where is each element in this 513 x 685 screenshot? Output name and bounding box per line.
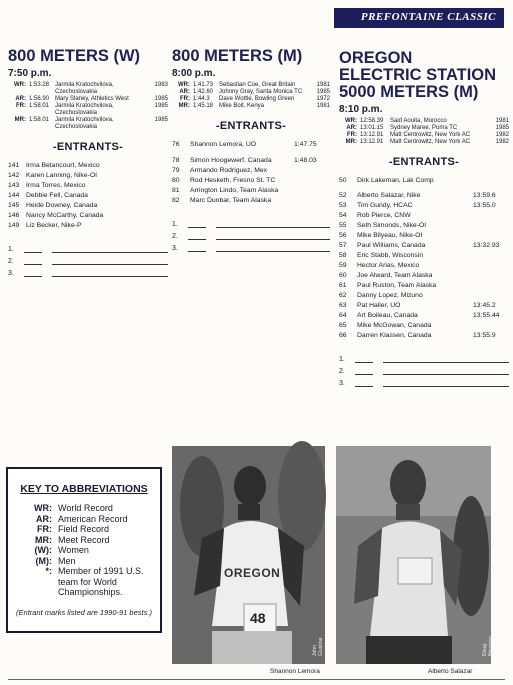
record-year: 1985 [154,117,168,123]
entrant-name: Rob Pierce, CNW [357,212,411,219]
abbreviation-item [8,545,160,556]
bib-number: 50 [339,177,347,184]
record-time: 1:56.90 [29,96,50,102]
record-row [339,118,509,125]
blank-short [24,264,42,265]
entrant-mark [473,176,509,186]
record-time: 1:41.73 [193,82,214,88]
results-blanks [172,216,330,252]
record-label: MR: [345,139,357,145]
list-item [172,176,330,186]
record-time: 1:58.01 [29,103,50,109]
blank-long [216,227,330,228]
entrant-name: Liz Becker, Nike-P [26,222,82,229]
banner-title: PREFONTAINE CLASSIC [360,11,496,23]
record-holder: Johnny Gray, Santa Monica TC [219,89,303,95]
record-holder: Mary Slaney, Athletics West [55,96,129,102]
list-item [172,186,330,196]
bib-number: 54 [339,212,347,219]
bib-number: 59 [339,262,347,269]
entrant-name: Karen Lanning, Nike-OI [26,172,98,179]
blank-short [188,227,206,228]
list-item [339,251,509,261]
record-label: AR: [179,89,190,95]
blank-long [383,386,509,387]
event-time: 8:10 p.m. [339,104,383,115]
bib-number: 80 [172,177,180,184]
bib-number: 142 [8,172,20,179]
entrant-mark [294,196,330,206]
bib-number: 55 [339,222,347,229]
blank-short [355,362,373,363]
entrant-mark [473,291,509,301]
bib-number: 78 [172,157,180,164]
abbreviation: (M): [35,555,52,566]
entrants-heading: -ENTRANTS- [215,120,287,132]
blank-short [355,374,373,375]
record-row [339,139,509,146]
event-column-5000m [339,50,509,387]
list-item [339,261,509,271]
key-title: KEY TO ABBREVIATIONS [20,483,148,495]
entrant-name: Armando Rodriguez, Mex [190,167,268,174]
entrants-list [8,161,168,231]
entrant-name: Paul Williams, Canada [357,242,426,249]
abbreviation-meaning: Member of 1991 U.S. team for World Championships. [58,566,144,597]
list-item [339,201,509,211]
bib-number: 65 [339,322,347,329]
record-label: AR: [346,125,357,131]
abbreviation: WR: [34,503,52,513]
results-blanks [8,241,168,277]
event-time: 7:50 p.m. [8,68,52,79]
abbreviations-key [6,467,162,633]
blank-long [52,276,168,277]
entrant-name: Dirk Lakeman, Lak Comp [357,177,434,184]
record-holder: Matt Centrowitz, New York AC [390,132,471,138]
result-line [172,228,330,240]
entrant-name: Pat Haller, UO [357,302,401,309]
entrant-name: Danny Lopez, Mizuno [357,292,423,299]
abbreviation-meaning: Women [58,545,89,555]
record-label: MR: [14,117,26,123]
result-line [339,351,509,363]
bib-number: 64 [339,312,347,319]
abbreviation-meaning: Meet Record [58,534,110,545]
bib-number: 79 [172,167,180,174]
runner-photo-illustration [336,446,491,664]
bib-number: 149 [8,222,20,229]
record-time: 1:53.28 [29,82,50,88]
record-label: AR: [15,96,26,102]
entrant-name: Eric Stabb, Wisconsin [357,252,424,259]
entrant-mark [473,231,509,241]
list-item [339,191,509,201]
photo-caption: Alberto Salazar [428,668,473,675]
entrants-list [339,176,509,341]
key-note: (Entrant marks listed are 1990-91 bests.) [16,607,152,617]
entrant-name: Art Boileau, Canada [357,312,418,319]
place-number: 2. [172,233,178,240]
entrant-name: Irma Betancourt, Mexico [26,162,100,169]
record-holder: Sydney Maree, Puma TC [390,125,458,131]
entrant-name: Tim Gundy, HCAC [357,202,413,209]
record-label: WR: [345,118,357,124]
entrant-name: Debbie Fell, Canada [26,192,88,199]
record-label: FR: [347,132,357,138]
record-time: 1:58.01 [29,117,50,123]
entrant-name: Alberto Salazar, Nike [357,192,421,199]
bib-number: 145 [8,202,20,209]
event-title-line-3: 5000 METERS (M) [339,83,479,101]
photo-credit: Doug Newman [482,636,494,656]
entrant-mark [473,221,509,231]
entrant-name: Marc Dunbar, Team Alaska [190,197,272,204]
entrant-name: Simon Hoogewerf, Canada [190,157,272,164]
record-time: 13:12.91 [360,132,384,138]
results-blanks [339,351,509,387]
list-item [8,201,168,211]
entrant-name: Rod Hesketh, Fresno St. TC [190,177,276,184]
place-number: 1. [172,221,178,228]
entrant-name: Arrington Lindo, Team Alaska [190,187,279,194]
bib-number: 146 [8,212,20,219]
record-year: 1981 [316,82,330,88]
entrant-mark [473,271,509,281]
entrant-mark: 13:55.0 [473,202,496,209]
place-number: 3. [172,245,178,252]
bib-number: 63 [339,302,347,309]
entrant-mark: 13:59.6 [473,192,496,199]
record-time: 1:45.18 [193,103,214,109]
photo-alberto-salazar [336,446,494,664]
blank-short [188,251,206,252]
blank-short [188,239,206,240]
list-item [339,281,509,291]
bib-number: 141 [8,162,20,169]
record-holder: Jarmila Kratochvilova, Czechoslovakia [55,103,114,116]
event-column-800m [172,48,330,252]
list-item [8,181,168,191]
event-title-line-2: ELECTRIC STATION [339,66,497,84]
abbreviation-item [8,524,160,535]
bib-number: 61 [339,282,347,289]
record-row [8,82,168,96]
bottom-divider [8,679,505,680]
blank-long [383,362,509,363]
bib-number: 81 [172,187,180,194]
entrant-mark [473,321,509,331]
entrant-name: Irma Torres, Mexico [26,182,86,189]
result-line [172,216,330,228]
abbreviation: AR: [36,513,52,524]
record-time: 13:01.15 [360,125,384,131]
entrant-name: Heide Downey, Canada [26,202,98,209]
entrant-mark: 1:48.03 [294,157,317,164]
bib-number: 58 [339,252,347,259]
entrant-mark [473,251,509,261]
entrant-name: Seth Simonds, Nike-OI [357,222,427,229]
list-item [339,231,509,241]
list-item [339,241,509,251]
abbreviation-meaning: American Record [58,513,128,524]
list-item [8,191,168,201]
record-holder: Jarmila Kratochvilova, Czechoslovakia [55,117,114,130]
entrants-list [172,140,330,206]
runner-photo-illustration [172,446,325,664]
record-year: 1985 [154,103,168,109]
list-item [339,291,509,301]
bib-number: 57 [339,242,347,249]
abbreviation: FR: [37,524,52,534]
list-item [8,211,168,221]
event-title: 800 METERS (M) [172,47,303,65]
list-item [172,196,330,206]
record-time: 13:12.91 [360,139,384,145]
record-holder: Sebastian Coe, Great Britain [219,82,296,88]
list-item [339,271,509,281]
abbreviation-meaning: World Record [58,503,113,513]
record-label: MR: [178,103,190,109]
record-year: 1972 [316,96,330,102]
entrant-name: Darren Klassen, Canada [357,332,432,339]
record-year: 1983 [154,82,168,88]
record-label: WR: [14,82,26,88]
entrant-mark: 1:47.75 [294,141,317,148]
list-item [8,221,168,231]
abbreviation-item [8,514,160,525]
photo-shannon-lemora [172,446,325,664]
place-number: 2. [339,368,345,375]
place-number: 1. [339,356,345,363]
blank-long [52,264,168,265]
list-item [339,176,509,186]
abbreviation: MR: [35,534,52,545]
event-column-800w [8,48,168,277]
record-holder: Matt Centrowitz, New York AC [390,139,471,145]
bib-number: 62 [339,292,347,299]
record-year: 1985 [316,89,330,95]
bib-number: 76 [172,141,180,148]
records-list [8,82,168,131]
place-number: 3. [8,270,14,277]
result-line [8,241,168,253]
bib-number: 53 [339,202,347,209]
bib-number: 66 [339,332,347,339]
entrant-mark: 13:55.9 [473,332,496,339]
entrant-name: Nancy McCarthy, Canada [26,212,104,219]
record-row [172,82,330,89]
entrant-name: Joe Alward, Team Alaska [357,272,433,279]
list-item [8,171,168,181]
event-title-line-1: OREGON [339,49,413,67]
blank-short [24,252,42,253]
record-year: 1985 [154,96,168,102]
list-item [339,311,509,321]
jersey-text: OREGON [224,566,281,580]
result-line [339,375,509,387]
blank-long [216,239,330,240]
entrant-name: Shannon Lemora, UO [190,141,257,148]
record-row [339,125,509,132]
bib-number: 52 [339,192,347,199]
bib-number: 143 [8,182,20,189]
entrant-mark [473,211,509,221]
list-item [8,161,168,171]
event-time: 8:00 p.m. [172,68,216,79]
entrant-mark: 13:55.44 [473,312,500,319]
entrant-mark [294,166,330,176]
entrant-name: Mike Bilyeau, Nike-OI [357,232,423,239]
result-line [8,265,168,277]
bib-label: 48 [250,610,266,626]
entrant-mark [294,186,330,196]
list-item [172,156,330,166]
records-list [172,82,330,110]
record-holder: Mike Boit, Kenya [219,103,265,109]
result-line [172,240,330,252]
list-item [339,301,509,311]
bib-number: 144 [8,192,20,199]
list-item [339,211,509,221]
entrant-mark: 13:32.93 [473,242,500,249]
record-label: FR: [180,96,190,102]
abbreviation-item [8,503,160,514]
record-holder: Jarmila Kratochvilova, Czechoslovakia [55,82,114,95]
abbreviation-list [8,503,160,598]
record-time: 12:58.39 [360,118,384,124]
place-number: 3. [339,380,345,387]
entrant-mark [294,176,330,186]
abbreviation-meaning: Field Record [58,524,110,534]
abbreviation-meaning: Men [58,555,76,566]
record-holder: Said Aouita, Morocco [390,118,447,124]
record-row [172,103,330,110]
record-row [8,117,168,131]
photo-caption: Shannon Lemora [270,668,320,675]
records-list [339,118,509,146]
blank-long [216,251,330,252]
blank-short [24,276,42,277]
bib-number: 60 [339,272,347,279]
record-time: 1:42.60 [193,89,214,95]
entrant-name: Paul Ruston, Team Alaska [357,282,437,289]
record-row [339,132,509,139]
abbreviation: (W): [34,545,52,555]
entrant-name: Hector Arias, Mexico [357,262,420,269]
event-title: 800 METERS (W) [8,47,141,65]
entrant-mark: 13:45.2 [473,302,496,309]
list-item [172,140,330,150]
abbreviation-item [8,566,160,598]
entrant-name: Mike McGowan, Canada [357,322,432,329]
record-row [172,89,330,96]
abbreviation-item [8,535,160,546]
entrants-heading: -ENTRANTS- [52,141,124,153]
list-item [172,166,330,176]
blank-long [52,252,168,253]
record-label: WR: [178,82,190,88]
record-year: 1981 [316,103,330,109]
entrant-mark [473,261,509,271]
bib-number: 82 [172,197,180,204]
place-number: 1. [8,246,14,253]
entrant-mark [473,281,509,291]
abbreviation: *: [45,566,52,576]
blank-long [383,374,509,375]
photo-credit: John Giustina [312,637,324,656]
list-item [339,221,509,231]
result-line [339,363,509,375]
entrants-heading: -ENTRANTS- [388,156,460,168]
record-row [8,96,168,103]
record-label: FR: [16,103,26,109]
list-item [339,321,509,331]
record-row [172,96,330,103]
record-time: 1:44.3 [193,96,210,102]
record-year: 1982 [495,132,509,138]
result-line [8,253,168,265]
record-year: 1985 [495,125,509,131]
header-banner [334,8,504,28]
record-holder: Dave Wottle, Bowling Green [219,96,295,102]
place-number: 2. [8,258,14,265]
abbreviation-item [8,556,160,567]
list-item [339,331,509,341]
record-year: 1981 [495,118,509,124]
record-year: 1982 [495,139,509,145]
bib-number: 56 [339,232,347,239]
blank-short [355,386,373,387]
record-row [8,103,168,117]
